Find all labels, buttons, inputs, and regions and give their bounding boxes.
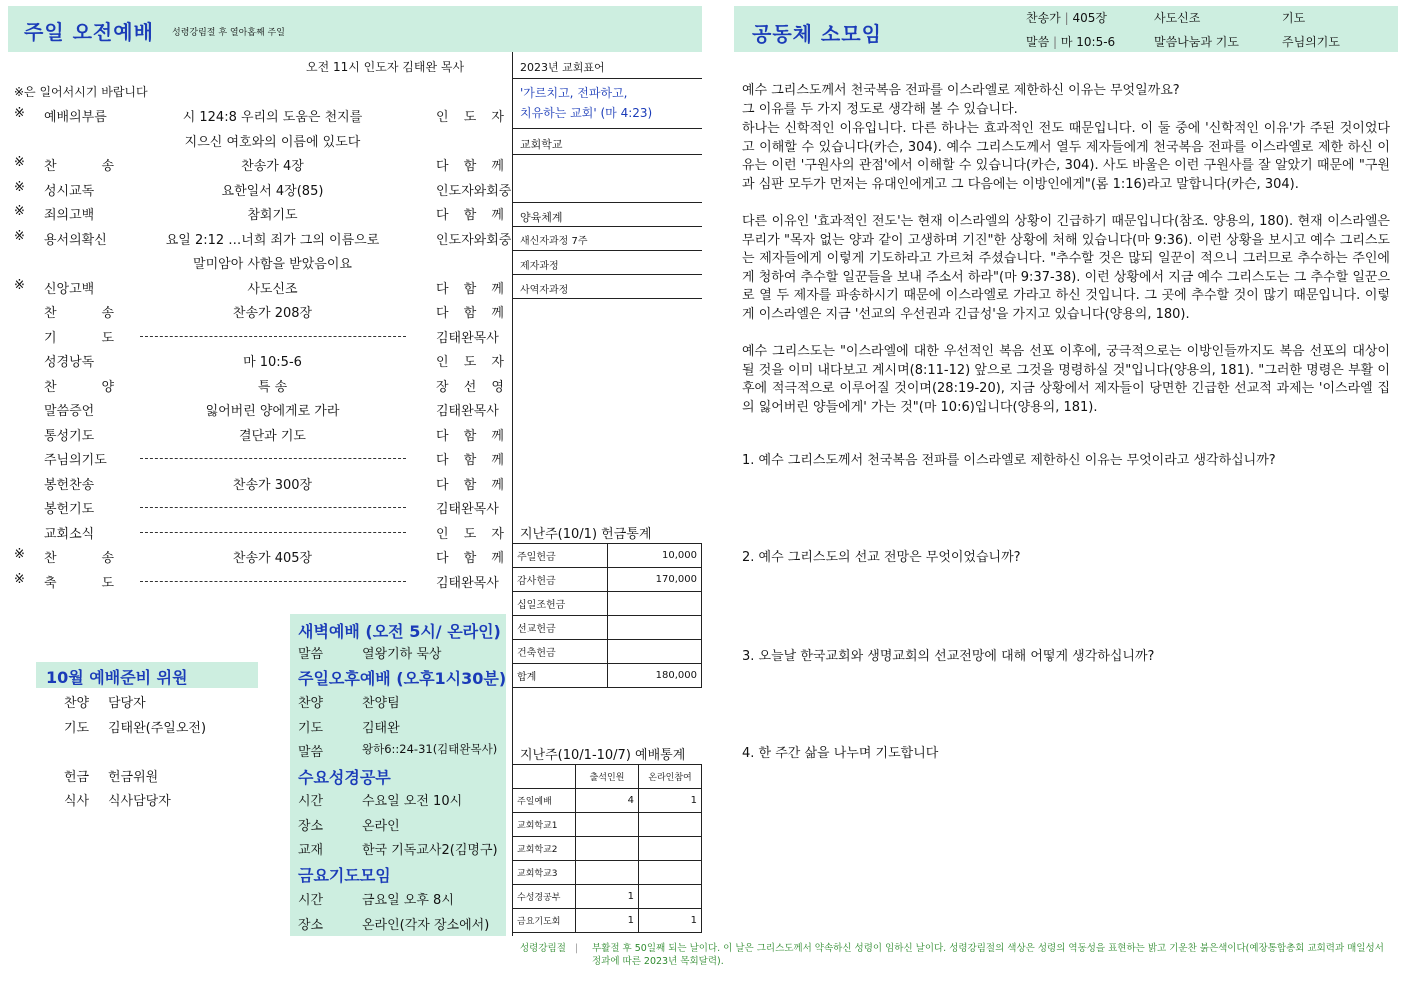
- table-row: [513, 640, 702, 664]
- offering-name: 합계: [513, 664, 608, 688]
- service-row: [0, 204, 510, 228]
- info-value: 마 10:5-6: [1060, 35, 1116, 49]
- attendance-count: 1: [576, 885, 639, 909]
- service-row: [0, 180, 510, 204]
- question-1: 1. 예수 그리스도께서 천국복음 전파를 이스라엘로 제한하신 이유는 무엇이라고 생각하십니까?: [742, 453, 1276, 468]
- offering-title: 지난주(10/1) 헌금통계: [520, 527, 652, 542]
- meeting-value: 수요일 오전 10시: [362, 794, 463, 809]
- attendance-count: 1: [576, 909, 639, 933]
- meeting-value: 왕하6::24-31(김태완목사): [362, 742, 498, 756]
- header-cell: 온라인참여: [639, 765, 702, 789]
- footnote-text: 부활절 후 50일째 되는 날이다. 이 날은 그리스도께서 약속하신 성령이 임하신 날이다. 성령강림절의 색상은 성령의 역동성을 표현하는 밝고 기운찬 붉은색이다(예장통합총회 교회력과 매일성서정과에 따른 2023년 목회달력).: [592, 943, 1384, 967]
- service-row: [0, 376, 510, 400]
- table-row: [513, 544, 702, 568]
- service-row: [0, 572, 510, 596]
- attendance-title: 지난주(10/1-10/7) 예배통계: [520, 748, 686, 763]
- footnote-label: 성령강림절: [520, 943, 566, 954]
- dawn-word-key: 말씀: [298, 647, 324, 662]
- service-row: [0, 400, 510, 424]
- attendance-name: 금요기도회: [513, 909, 576, 933]
- item-content: 말미암아 사함을 받았음이요: [193, 257, 352, 272]
- page-title: 주일 오전예배: [24, 20, 154, 44]
- dashed-line: [140, 458, 406, 459]
- prep-title: 10월 예배준비 위원: [46, 668, 188, 687]
- question-3: 3. 오늘날 한국교회와 생명교회의 선교전망에 대해 어떻게 생각하십니까?: [742, 649, 1155, 664]
- article-paragraph-2: 다른 이유인 '효과적인 전도'는 현재 이스라엘의 상황이 긴급하기 때문입니다(참조. 양용의, 180). 현재 이스라엘은 무리가 "목자 없는 양과 같이 고생하며 기진"한 상황에 처해 있습니다(마 9:36). 이런 상황을 보시고 예수 그리스도는 제자들에게 이렇게 기도하라고 가르쳐 주셨습니다. "추수할 것은 많되 일꾼이 적으니 그러므로 추수하는 주인에게 청하여 추수할 일꾼들을 보내 주소서 하라"(마 9:37-38). 이런 상황에서 지금 예수 그리스도는 그 추수할 일꾼으로 열 두 제자를 파송하시기 때문에 이스라엘로 가라고 하신 것입니다. 그 곳에 추수할 것이 많기 때문입니다. 이렇게 이스라엘은 지금 '선교의 우선권과 긴급성'을 가지고 있습니다(양용의, 180).: [742, 214, 1390, 322]
- meeting-key: 장소: [298, 818, 324, 834]
- item-name: 죄의고백: [44, 208, 95, 223]
- nurture-course-3: 사역자과정: [520, 285, 569, 296]
- item-content: 요일 2:12 …너희 죄가 그의 이름으로: [165, 232, 380, 248]
- stand-marker: ※: [14, 228, 25, 244]
- attendance-name: 수성경공부: [513, 885, 576, 909]
- stand-marker: ※: [14, 155, 25, 170]
- meeting-value: 온라인(각자 장소에서): [362, 917, 490, 933]
- prep-role: 찬양: [64, 696, 90, 711]
- dashed-line: [140, 507, 406, 508]
- table-row: [513, 664, 702, 688]
- service-row: [0, 523, 510, 547]
- item-name: 말씀증언: [44, 404, 95, 419]
- service-row: [0, 498, 510, 522]
- item-content: 마 10:5-6: [243, 355, 302, 370]
- attendance-table: [512, 764, 702, 933]
- dashed-line: [140, 336, 406, 337]
- stand-marker: ※: [14, 179, 25, 195]
- attendance-count: 4: [576, 789, 639, 813]
- item-content: 찬송가 300장: [232, 477, 313, 493]
- meeting-key: 시간: [298, 893, 324, 908]
- item-leader: 다 함 께: [436, 428, 504, 444]
- item-leader: 김태완목사: [436, 502, 499, 517]
- item-leader: 김태완목사: [436, 575, 499, 591]
- stand-note: ※은 일어서시기 바랍니다: [14, 85, 148, 99]
- meeting-key: 기도: [298, 720, 324, 736]
- info-c1: 말씀나눔과 기도: [1154, 35, 1239, 49]
- service-row: [0, 425, 510, 449]
- motto-text-2: 치유하는 교회' (마 4:23): [520, 106, 653, 120]
- meeting-value: 금요일 오후 8시: [362, 893, 454, 908]
- meeting-key: 시간: [298, 794, 324, 809]
- prep-role: 기도: [64, 720, 90, 736]
- info-label: 말씀: [1026, 35, 1050, 49]
- prep-list: [0, 692, 280, 822]
- attendance-count: [576, 813, 639, 837]
- item-name: 축 도: [44, 575, 114, 591]
- stand-marker: ※: [14, 571, 25, 587]
- table-row: [513, 813, 702, 837]
- item-content: 잃어버린 양에게로 가라: [205, 404, 340, 419]
- item-leader: 김태완목사: [436, 404, 499, 419]
- offering-name: 감사헌금: [513, 568, 608, 592]
- prep-person: 김태완(주일오전): [108, 720, 207, 736]
- dashed-line: [140, 532, 406, 533]
- info-label: 찬송가: [1026, 11, 1061, 25]
- school-label: 교회학교: [520, 138, 563, 151]
- item-leader: 인 도 자: [436, 355, 504, 370]
- service-row: [0, 351, 510, 375]
- nurture-course-1: 새신자과정 7주: [520, 236, 588, 247]
- stand-marker: ※: [14, 106, 25, 121]
- divider: [512, 274, 702, 275]
- item-name: 신앙고백: [44, 281, 95, 297]
- service-row: [0, 302, 510, 326]
- divider: [512, 202, 702, 203]
- article-line-1: 예수 그리스도께서 천국복음 전파를 이스라엘로 제한하신 이유는 무엇일까요?: [742, 83, 1180, 98]
- question-2: 2. 예수 그리스도의 선교 전망은 무엇이었습니까?: [742, 550, 1021, 565]
- service-row: [0, 155, 510, 179]
- table-row: [513, 616, 702, 640]
- service-row: [0, 253, 510, 277]
- attendance-count: [576, 861, 639, 885]
- header-info-row-2: 말씀 | 마 10:5-6: [1026, 35, 1116, 49]
- table-row: [513, 592, 702, 616]
- prep-person: 담당자: [108, 696, 146, 711]
- service-order-list: [0, 106, 510, 596]
- article-paragraph-1: 하나는 신학적인 이유입니다. 다른 하나는 효과적인 전도 때문입니다. 이 둘 중에 '신학적인 이유'가 주된 것이었다고 이해할 수 있습니다(카슨, 304). 예수 그리스도께서 열두 제자들에게 천국복음 전파를 이스라엘로 제한 하신 이유는 이런 '구원사의 관점'에서 이해할 수 있습니다(카슨, 304). 사도 바울은 이런 구원사를 잘 알았기 때문에 "구원과 심판 모두가 먼저는 유대인에게고 그 다음에는 이방인에게"(롬 1:16)라고 말합니다(카슨, 304).: [742, 121, 1390, 192]
- item-leader: 인 도 자: [436, 110, 504, 125]
- online-count: [639, 813, 702, 837]
- item-content: 지으신 여호와의 이름에 있도다: [184, 134, 361, 150]
- item-leader: 인 도 자: [436, 526, 504, 542]
- item-leader: 다 함 께: [436, 551, 504, 566]
- online-count: [639, 861, 702, 885]
- offering-amount: [608, 640, 702, 664]
- header-info-row-1: 찬송가 | 405장: [1026, 9, 1152, 26]
- item-leader: 다 함 께: [436, 208, 504, 223]
- attendance-name: 교회학교1: [513, 813, 576, 837]
- article-line-2: 그 이유를 두 가지 정도로 생각해 볼 수 있습니다.: [742, 102, 1018, 117]
- pm-title: 주일오후예배 (오후1시30분): [298, 669, 507, 688]
- attendance-name: 교회학교3: [513, 861, 576, 885]
- meeting-value: 온라인: [362, 818, 400, 834]
- item-name: 찬 송: [44, 551, 114, 566]
- item-content: 찬송가 208장: [232, 306, 313, 321]
- dashed-line: [140, 581, 406, 582]
- item-content: 특 송: [257, 379, 288, 395]
- meeting-key: 찬양: [298, 696, 324, 711]
- table-row: [513, 909, 702, 933]
- info-c1: 사도신조: [1154, 11, 1201, 25]
- item-name: 찬 송: [44, 159, 114, 174]
- wed-title: 수요성경공부: [298, 768, 391, 787]
- offering-name: 건축헌금: [513, 640, 608, 664]
- info-c2: 기도: [1282, 11, 1306, 25]
- item-content: 시 124:8 우리의 도움은 천지를: [182, 110, 363, 125]
- table-row: [513, 789, 702, 813]
- item-leader: 김태완목사: [436, 330, 499, 346]
- attendance-name: 주일예배: [513, 789, 576, 813]
- divider: [512, 298, 702, 299]
- offering-name: 십일조헌금: [513, 592, 608, 616]
- service-row: [0, 278, 510, 302]
- item-name: 봉헌찬송: [44, 477, 95, 493]
- online-count: [639, 837, 702, 861]
- item-content: 참회기도: [247, 208, 298, 223]
- online-count: [639, 885, 702, 909]
- dawn-title: 새벽예배 (오전 5시/ 온라인): [298, 622, 501, 641]
- prep-role: 식사: [64, 794, 90, 809]
- dawn-word-value: 열왕기하 묵상: [362, 647, 442, 662]
- service-row: [0, 229, 510, 253]
- table-row: [513, 837, 702, 861]
- offering-name: 주일헌금: [513, 544, 608, 568]
- nurture-label: 양육체계: [520, 211, 563, 224]
- offering-amount: 180,000: [608, 664, 702, 688]
- info-c2: 주님의기도: [1282, 35, 1340, 49]
- motto-text-1: '가르치고, 전파하고,: [520, 86, 628, 100]
- page-subtitle: 성령강림절 후 열아홉째 주일: [172, 28, 285, 38]
- meeting-key: 장소: [298, 917, 324, 933]
- table-row: [513, 885, 702, 909]
- online-count: 1: [639, 909, 702, 933]
- offering-amount: 170,000: [608, 568, 702, 592]
- item-leader: 다 함 께: [436, 453, 504, 468]
- item-name: 성시교독: [44, 183, 95, 199]
- prep-person: 헌금위원: [108, 769, 159, 785]
- offering-amount: 10,000: [608, 544, 702, 568]
- item-content: 요한일서 4장(85): [221, 183, 324, 199]
- item-leader: 다 함 께: [436, 477, 504, 493]
- offering-name: 선교헌금: [513, 616, 608, 640]
- item-name: 교회소식: [44, 526, 95, 542]
- item-name: 용서의확신: [44, 232, 107, 248]
- service-row: [0, 106, 510, 130]
- item-leader: 다 함 께: [436, 281, 504, 297]
- item-name: 통성기도: [44, 428, 95, 444]
- question-4: 4. 한 주간 삶을 나누며 기도합니다: [742, 746, 939, 761]
- service-row: [0, 449, 510, 473]
- item-content: 찬송가 405장: [232, 551, 313, 566]
- service-row: [0, 327, 510, 351]
- table-row: [513, 861, 702, 885]
- stand-marker: ※: [14, 277, 25, 293]
- fri-title: 금요기도모임: [298, 866, 391, 885]
- meeting-key: 말씀: [298, 745, 324, 760]
- item-name: 봉헌기도: [44, 502, 95, 517]
- item-content: 사도신조: [247, 281, 298, 297]
- item-name: 성경낭독: [44, 355, 95, 370]
- meeting-key: 교재: [298, 843, 324, 858]
- item-name: 찬 송: [44, 306, 114, 321]
- divider: [512, 128, 702, 129]
- footnote-divider: |: [575, 943, 579, 954]
- info-value: 405장: [1072, 11, 1107, 25]
- attendance-name: 교회학교2: [513, 837, 576, 861]
- service-row: [0, 474, 510, 498]
- service-time-leader: 오전 11시 인도자 김태완 목사: [306, 60, 465, 74]
- meeting-value: 찬양팀: [362, 696, 400, 711]
- service-row: [0, 131, 510, 155]
- header-cell: [513, 765, 576, 789]
- item-name: 기 도: [44, 330, 114, 346]
- prep-role: 헌금: [64, 769, 90, 785]
- header-rule: [512, 78, 702, 79]
- meeting-value: 한국 기독교사2(김명구): [362, 843, 498, 858]
- service-row: [0, 547, 510, 571]
- item-name: 찬 양: [44, 379, 114, 395]
- nurture-course-2: 제자과정: [520, 261, 559, 272]
- motto-label: 2023년 교회표어: [520, 61, 605, 74]
- item-name: 예배의부름: [44, 110, 107, 125]
- meeting-value: 김태완: [362, 720, 400, 736]
- online-count: 1: [639, 789, 702, 813]
- divider: [512, 250, 702, 251]
- attendance-count: [576, 837, 639, 861]
- item-content: 찬송가 4장: [241, 159, 304, 174]
- stand-marker: ※: [14, 204, 25, 219]
- section-title: 공동체 소모임: [752, 22, 882, 46]
- item-name: 주님의기도: [44, 453, 107, 468]
- item-leader: 다 함 께: [436, 159, 504, 174]
- item-leader: 장 선 영: [436, 379, 504, 395]
- item-leader: 다 함 께: [436, 306, 504, 321]
- offering-table: [512, 543, 702, 688]
- article-paragraph-3: 예수 그리스도는 "이스라엘에 대한 우선적인 복음 선포 이후에, 궁극적으로는 이방인들까지도 복음 선포의 대상이 될 것을 이미 내다보고 계시며(8:11-12) 앞으로 그것을 명령하실 것"입니다(양용의, 181). "그러한 명령은 부활 이후에 적극적으로 이루어질 것이며(28:19-20), 지금 상황에서 제자들이 당면한 긴급한 선교적 과제는 '이스라엘 집의 잃어버린 양들에게' 가는 것"(마 10:6)입니다(양용의, 181).: [742, 344, 1390, 415]
- item-leader: 인도자와회중: [436, 232, 512, 248]
- prep-person: 식사담당자: [108, 794, 171, 809]
- divider: [512, 226, 702, 227]
- stand-marker: ※: [14, 547, 25, 562]
- item-content: 결단과 기도: [239, 428, 306, 444]
- header-cell: 출석인원: [576, 765, 639, 789]
- offering-amount: [608, 592, 702, 616]
- item-leader: 인도자와회중: [436, 183, 512, 199]
- table-row: [513, 568, 702, 592]
- divider: [512, 154, 702, 155]
- offering-amount: [608, 616, 702, 640]
